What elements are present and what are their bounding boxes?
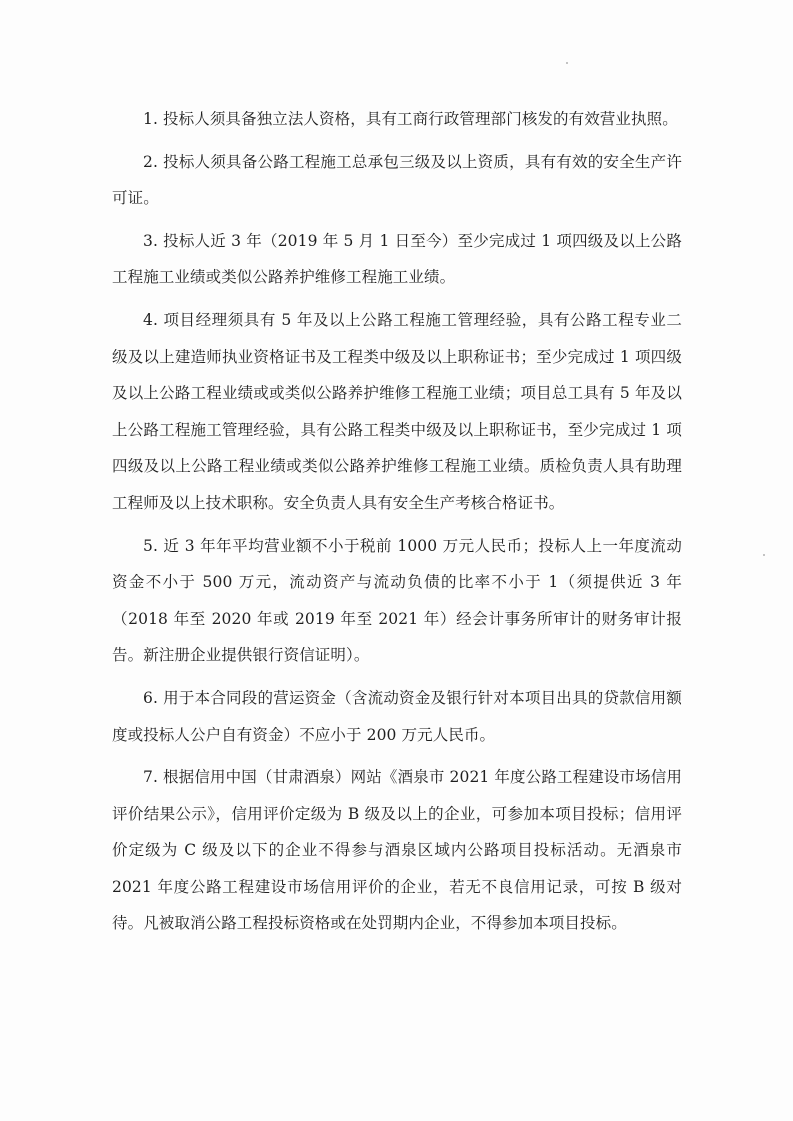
scan-speck [566,62,568,64]
requirement-paragraph-4: 4. 项目经理须具有 5 年及以上公路工程施工管理经验，具有公路工程专业二级及以上建造师执业资格证书及工程类中级及以上职称证书；至少完成过 1 项四级及以上公路工程业绩或或类似公路养护维修工程施工业绩；项目总工具有 5 年及以上公路工程施工管理经验，具有公路工程类中级及以上职称证书，至少完成过 1 项四级及以上公路工程业绩或类似公路养护维修工程施工业绩。质检负责人具有助理工程师及以上技术职称。安全负责人具有安全生产考核合格证书。 [112,310,682,512]
requirement-paragraph-3: 3. 投标人近 3 年（2019 年 5 月 1 日至今）至少完成过 1 项四级及以上公路工程施工业绩或类似公路养护维修工程施工业绩。 [112,231,682,287]
requirement-paragraph-5: 5. 近 3 年年平均营业额不小于税前 1000 万元人民币；投标人上一年度流动资金不小于 500 万元，流动资产与流动负债的比率不小于 1（须提供近 3 年（2018 年至 2020 年或 2019 年至 2021 年）经会计事务所审计的财务审计报告。新注册企业提供银行资信证明）。 [112,536,682,665]
scan-speck [763,554,765,556]
requirement-paragraph-2: 2. 投标人须具备公路工程施工总承包三级及以上资质，具有有效的安全生产许可证。 [112,152,682,208]
requirement-paragraph-1: 1. 投标人须具备独立法人资格，具有工商行政管理部门核发的有效营业执照。 [143,110,678,128]
requirement-paragraph-7: 7. 根据信用中国（甘肃酒泉）网站《酒泉市 2021 年度公路工程建设市场信用评价结果公示》，信用评价定级为 B 级及以上的企业，可参加本项目投标；信用评价定级为 C 级及以下的企业不得参与酒泉区域内公路项目投标活动。无酒泉市 2021 年度公路工程建设市场信用评价的企业，若无不良信用记录，可按 B 级对待。凡被取消公路工程投标资格或在处罚期内企业，不得参加本项目投标。 [112,768,682,933]
document-body [112,101,682,942]
requirement-paragraph-6: 6. 用于本合同段的营运资金（含流动资金及银行针对本项目出具的贷款信用额度或投标人公户自有资金）不应小于 200 万元人民币。 [112,688,682,744]
